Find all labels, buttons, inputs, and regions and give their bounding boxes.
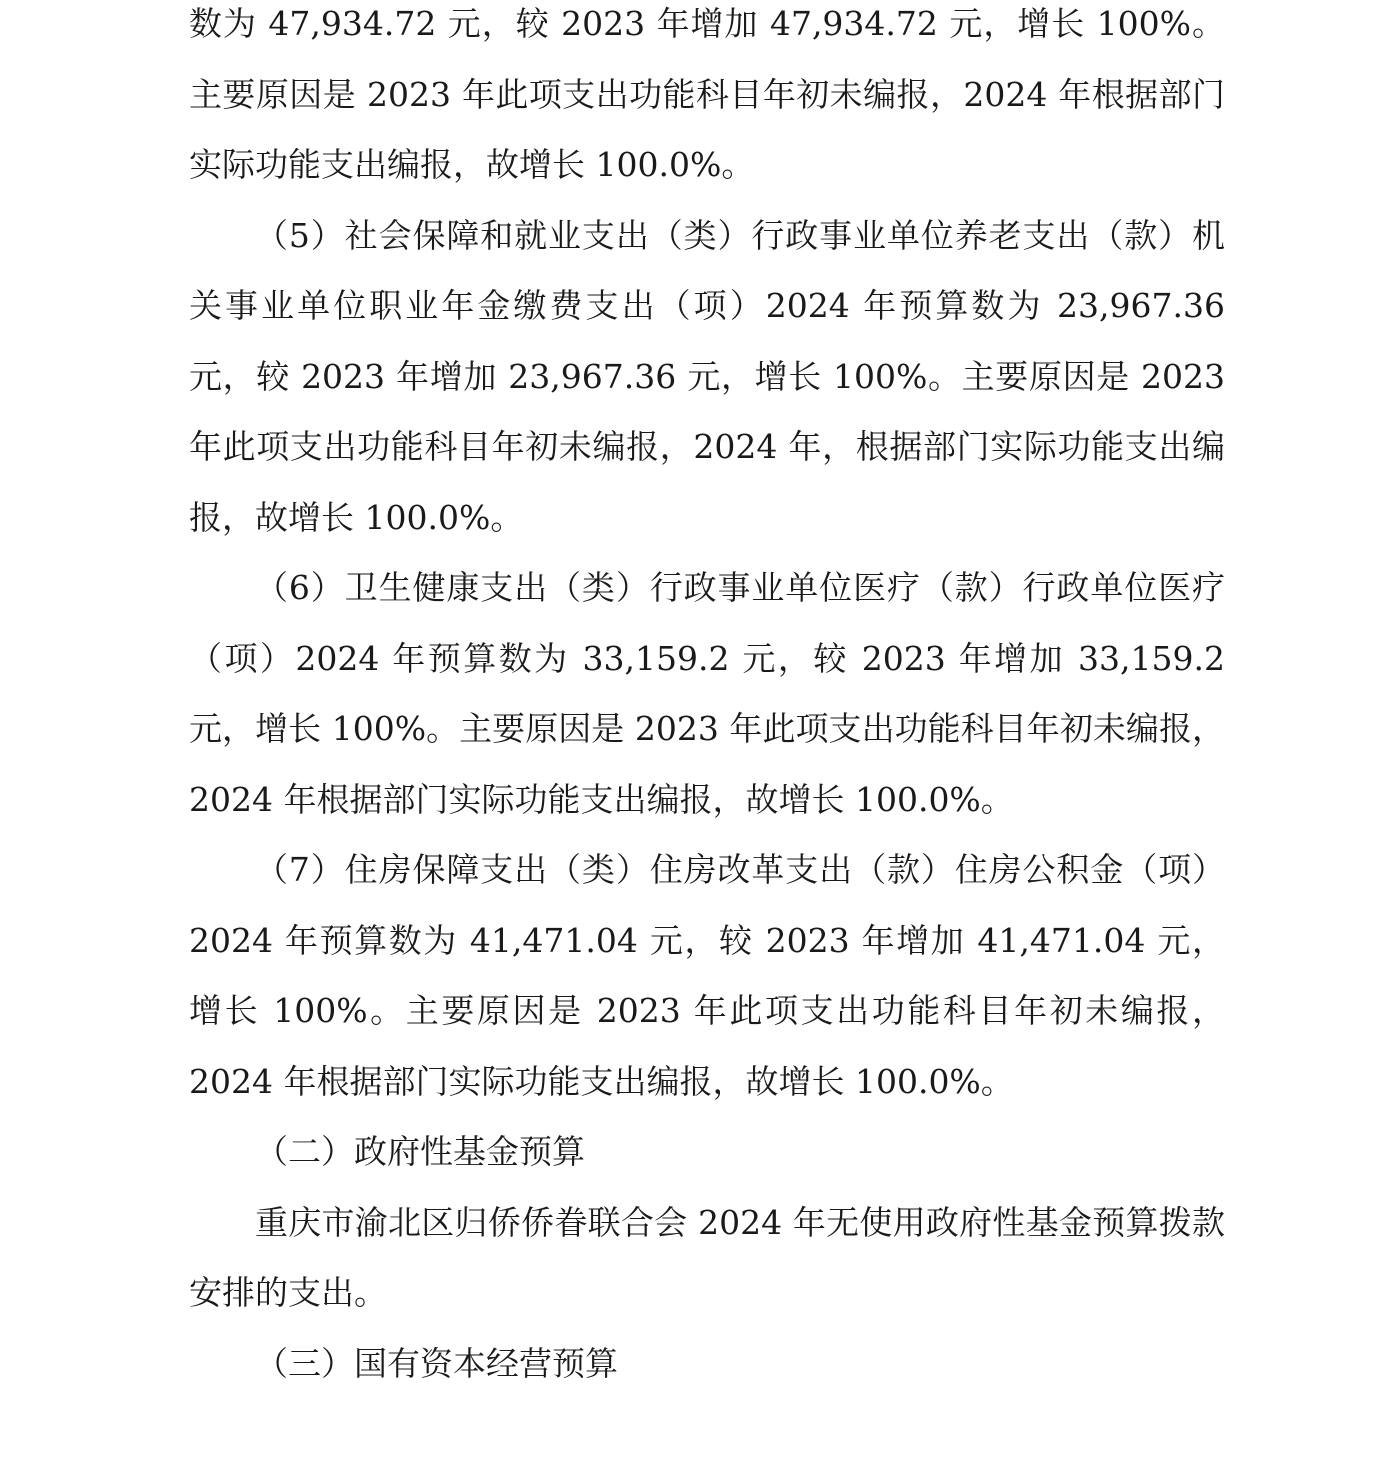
document-page [189, 0, 1225, 1399]
section-heading-state-capital: （三）国有资本经营预算 [255, 1343, 618, 1383]
paragraph-item-7-housing: （7）住房保障支出（类）住房改革支出（款）住房公积金（项）2024 年预算数为 41,471.04 元，较 2023 年增加 41,471.04 元，增长 100%。主要原因是 2023 年此项支出功能科目年初未编报，2024 年根据部门实际功能支出编报，故增长 100.0%。 [189, 850, 1225, 1101]
paragraph-item-5-pension: （5）社会保障和就业支出（类）行政事业单位养老支出（款）机关事业单位职业年金缴费支出（项）2024 年预算数为 23,967.36 元，较 2023 年增加 23,967.36 元，增长 100%。主要原因是 2023 年此项支出功能科目年初未编报，2024 年，根据部门实际功能支出编报，故增长 100.0%。 [189, 215, 1225, 537]
section-heading-government-fund: （二）政府性基金预算 [255, 1132, 585, 1171]
paragraph-continuation: 数为 47,934.72 元，较 2023 年增加 47,934.72 元，增长 100%。主要原因是 2023 年此项支出功能科目年初未编报，2024 年根据部门实际功能支出编报，故增长 100.0%。 [189, 4, 1225, 184]
paragraph-government-fund: 重庆市渝北区归侨侨眷联合会 2024 年无使用政府性基金预算拨款安排的支出。 [189, 1202, 1225, 1312]
paragraph-item-6-health: （6）卫生健康支出（类）行政事业单位医疗（款）行政单位医疗（项）2024 年预算数为 33,159.2 元，较 2023 年增加 33,159.2 元，增长 100%。主要原因是 2023 年此项支出功能科目年初未编报，2024 年根据部门实际功能支出编报，故增长 100.0%。 [189, 568, 1225, 819]
